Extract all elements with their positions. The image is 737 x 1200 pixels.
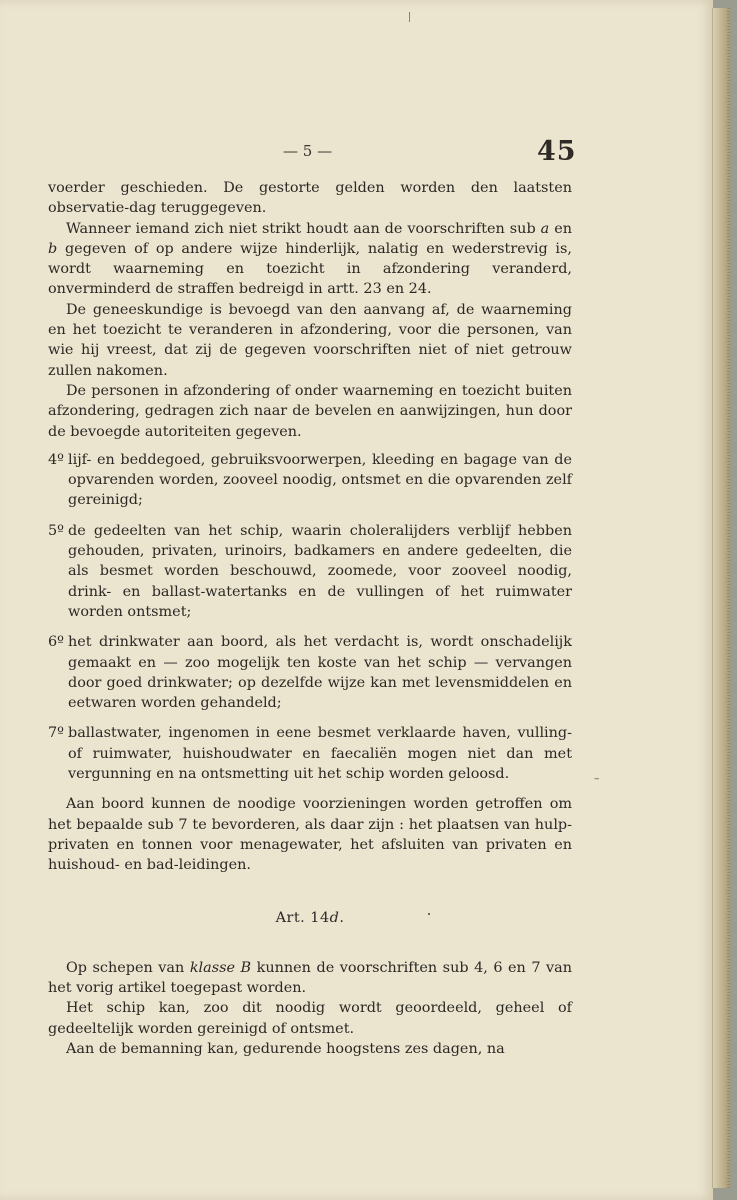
list-item (48, 450, 572, 511)
page-number-small: — 5 — (283, 142, 333, 160)
page-number-large: 45 (537, 136, 577, 167)
heading-text: Art. 14 (275, 909, 330, 926)
paragraph-text: en (549, 220, 572, 237)
paragraph (48, 219, 572, 300)
item-number: 4º (48, 451, 64, 468)
paragraph: Aan boord kunnen de noodige voorzieningen worden getroffen om het bepaalde sub 7 te bevorderen, als daar zijn : het plaatsen van hulp-privaten en tonnen voor menagewater, het afsluiten van privaten en huishoud- en bad-leidingen. (48, 796, 572, 874)
paragraph: Aan de bemanning kan, gedurende hoogstens zes dagen, na (66, 1040, 505, 1057)
paragraph (48, 958, 572, 999)
page-mark (409, 12, 410, 22)
item-text: de gedeelten van het schip, waarin choleralijders verblijf hebben gehouden, privaten, urinoirs, badkamers en andere gedeelten, die als besmet worden beschouwd, zoomede, voor zooveel noodig, drink- en ballast-watertanks en de vullingen of het ruimwater worden ontsmet; (68, 522, 572, 620)
paragraph-text: Wanneer iemand zich niet strikt houdt aan de voorschriften sub (66, 220, 536, 237)
list-item (48, 632, 572, 713)
page-header (0, 136, 713, 176)
body-text (48, 178, 572, 1059)
paragraph: voerder geschieden. De gestorte gelden worden den laatsten observatie-dag teruggegeven. (48, 180, 572, 217)
paragraph-text: Op schepen van (66, 959, 190, 976)
paragraph: De personen in afzondering of onder waarneming en toezicht buiten afzondering, gedragen zich naar de bevelen en aanwijzingen, hun door de bevoegde autoriteiten gegeven. (48, 382, 572, 440)
list-item (48, 723, 572, 784)
item-text: ballastwater, ingenomen in eene besmet verklaarde haven, vulling- of ruimwater, huishoudwater en faecaliën mogen niet dan met vergunning en na ontsmetting uit het schip worden geloosd. (68, 725, 572, 783)
paragraph-text: gegeven of op andere wijze hinderlijk, nalatig en wederstrevig is, wordt waarneming en toezicht in afzondering veranderd, onverminderd de straffen bedreigd in artt. 23 en 24. (48, 240, 572, 298)
item-number: 5º (48, 522, 64, 539)
article-heading (48, 908, 572, 928)
paragraph: De geneeskundige is bevoegd van den aanvang af, de waarneming en het toezicht te veranderen in afzondering, voor die personen, van wie hij vreest, dat zij de gegeven voorschriften niet of niet getrouw zullen nakomen. (48, 301, 572, 379)
italic-class: klasse B (189, 959, 252, 976)
item-number: 7º (48, 725, 64, 742)
italic-letter: b (48, 240, 58, 257)
heading-period: . (339, 909, 345, 926)
paragraph-text: kunnen de voorschriften sub 4, 6 en 7 van het vorig artikel toegepast worden. (48, 959, 572, 997)
page-edge (712, 8, 730, 1188)
italic-letter: a (540, 220, 550, 237)
item-text: lijf- en beddegoed, gebruiksvoorwerpen, kleeding en bagage van de opvarenden worden, zooveel noodig, ontsmet en die opvarenden zelf gereinigd; (68, 451, 572, 509)
list-item (48, 521, 572, 622)
ink-dot (428, 913, 430, 915)
heading-suffix: d (329, 909, 340, 926)
item-text: het drinkwater aan boord, als het verdacht is, wordt onschadelijk gemaakt en — zoo mogelijk ten koste van het schip — vervangen door goed drinkwater; op dezelfde wijze kan met levensmiddelen en eetwaren worden gehandeld; (68, 634, 572, 712)
paragraph: Het schip kan, zoo dit noodig wordt geoordeeld, geheel of gedeeltelijk worden gereinigd of ontsmet. (48, 1000, 572, 1037)
margin-mark: – (594, 772, 600, 785)
item-number: 6º (48, 634, 64, 651)
